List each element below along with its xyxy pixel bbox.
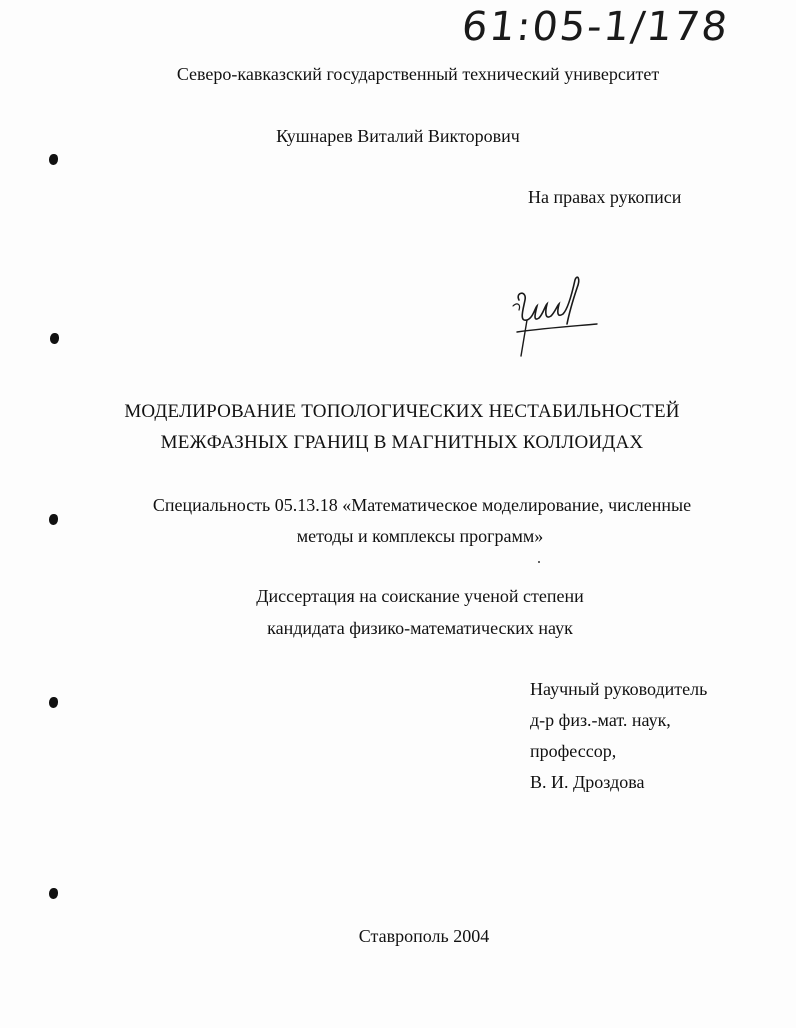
city-year: Ставрополь 2004 bbox=[358, 926, 490, 946]
supervisor-role: Научный руководитель bbox=[530, 679, 708, 699]
binding-hole-mark bbox=[49, 697, 58, 708]
thesis-title-line-2: МЕЖФАЗНЫХ ГРАНИЦ В МАГНИТНЫХ КОЛЛОИДАХ bbox=[160, 432, 644, 453]
supervisor-degree: д-р физ.-мат. наук, bbox=[530, 710, 671, 730]
binding-hole-mark bbox=[49, 154, 58, 165]
manuscript-rights-note: На правах рукописи bbox=[528, 187, 682, 207]
specialty-line-2: методы и комплексы программ» bbox=[296, 526, 544, 546]
supervisor-position: профессор, bbox=[530, 741, 617, 761]
thesis-title-line-1: МОДЕЛИРОВАНИЕ ТОПОЛОГИЧЕСКИХ НЕСТАБИЛЬНОСТЕЙ bbox=[124, 401, 680, 422]
archive-code-handwritten: 61:05-1/178 bbox=[459, 4, 732, 50]
dissertation-line-2: кандидата физико-математических наук bbox=[267, 618, 573, 638]
binding-hole-mark bbox=[49, 888, 58, 899]
university-name: Северо-кавказский государственный технический университет bbox=[176, 64, 660, 84]
specialty-line-1: Специальность 05.13.18 «Математическое моделирование, численные bbox=[152, 495, 692, 515]
scan-speck bbox=[538, 561, 540, 563]
binding-hole-mark bbox=[49, 514, 58, 525]
author-name: Кушнарев Виталий Викторович bbox=[276, 126, 520, 146]
binding-hole-mark bbox=[50, 333, 59, 344]
dissertation-line-1: Диссертация на соискание ученой степени bbox=[256, 586, 584, 606]
supervisor-name: В. И. Дроздова bbox=[530, 772, 645, 792]
author-signature bbox=[505, 270, 605, 362]
